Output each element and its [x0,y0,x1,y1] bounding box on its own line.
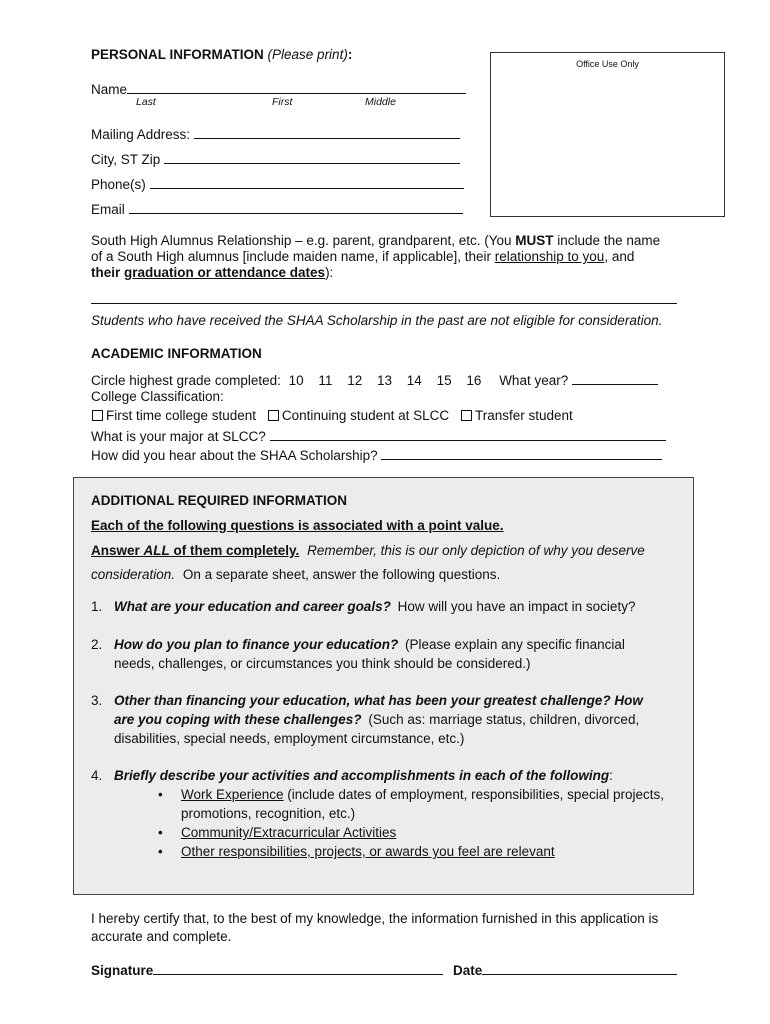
personal-heading [91,47,352,62]
hear-field[interactable] [381,446,662,460]
remember-text: Remember, this is our only depiction of why you deserve [307,543,645,558]
alumnus-text-4: , and [604,249,635,264]
grade-option[interactable]: 10 [288,373,304,388]
hear-row [91,446,662,463]
mailing-label: Mailing Address: [91,127,191,142]
alumnus-text-2: include the name [553,233,661,248]
eligibility-note: Students who have received the SHAA Scholarship in the past are not eligible for consideration. [91,313,663,328]
additional-heading: ADDITIONAL REQUIRED INFORMATION [91,493,347,508]
question-2-line-2: needs, challenges, or circumstances you think should be considered.) [114,656,531,671]
alumnus-must: MUST [515,233,554,248]
question-3-bold-1: Other than financing your education, what has been your greatest challenge? How [114,693,643,708]
alumnus-field[interactable] [91,303,677,304]
question-2-number: 2. [91,637,103,652]
alumnus-text-1: South High Alumnus Relationship – e.g. parent, grandparent, etc. (You [91,233,516,248]
bullet: • [158,825,163,840]
question-3-line-2 [114,712,639,727]
consideration-text: consideration. [91,567,176,582]
alumnus-text-5: ): [325,265,334,280]
question-1-number: 1. [91,599,103,614]
bullet-other: Other responsibilities, projects, or awards you feel are relevant [181,844,555,859]
question-4-colon: : [609,768,613,783]
signature-field[interactable] [153,961,443,975]
alumnus-relationship: relationship to you [494,249,605,264]
major-label: What is your major at SLCC? [91,429,266,444]
hear-label: How did you hear about the SHAA Scholarship? [91,448,378,463]
grade-option[interactable]: 14 [406,373,422,388]
name-field[interactable] [127,80,466,94]
date-label: Date [453,963,483,978]
separate-sheet-text: On a separate sheet, answer the following questions. [182,567,501,582]
first-time-checkbox[interactable] [92,410,103,421]
answer-all-line [91,543,645,558]
classification-row [92,408,573,423]
question-4-number: 4. [91,768,103,783]
grade-option[interactable]: 12 [347,373,363,388]
city-label: City, ST Zip [91,152,161,167]
work-experience-label: Work Experience [181,787,284,802]
question-3-bold-2: are you coping with these challenges? [114,712,362,727]
point-value-note: Each of the following questions is associated with a point value. [91,518,504,533]
city-field[interactable] [164,150,460,164]
grade-option[interactable]: 16 [466,373,482,388]
grade-row [91,371,658,388]
major-field[interactable] [270,427,666,441]
first-time-label: First time college student [106,408,257,423]
personal-heading-text: PERSONAL INFORMATION [91,47,264,62]
signature-row [91,961,677,978]
year-label: What year? [499,373,569,388]
question-3-number: 3. [91,693,103,708]
question-3-rest: (Such as: marriage status, children, divorced, [368,712,640,727]
alumnus-paragraph [91,233,691,281]
name-sub-middle: Middle [365,96,396,108]
email-field[interactable] [129,200,463,214]
question-3-line-3: disabilities, special needs, employment circumstance, etc.) [114,731,465,746]
separate-sheet-line [91,567,500,582]
phone-row [91,175,464,192]
question-2-bold: How do you plan to finance your education? [114,637,399,652]
question-1-bold: What are your education and career goals? [114,599,391,614]
personal-heading-note: (Please print) [267,47,348,62]
email-label: Email [91,202,125,217]
answer-text-b: of them completely. [169,543,300,558]
bullet-work-experience [181,787,664,802]
name-sub-first: First [272,96,293,108]
phone-label: Phone(s) [91,177,146,192]
date-field[interactable] [482,961,677,975]
grade-option[interactable]: 15 [436,373,452,388]
bullet: • [158,787,163,802]
bullet: • [158,844,163,859]
question-2 [114,637,625,652]
name-sub-last: Last [136,96,156,108]
personal-heading-colon: : [347,47,353,62]
email-row [91,200,463,217]
transfer-label: Transfer student [474,408,573,423]
certify-line-2: accurate and complete. [91,929,232,944]
mailing-field[interactable] [194,125,460,139]
continuing-checkbox[interactable] [268,410,279,421]
work-experience-line-2: promotions, recognition, etc.) [181,806,356,821]
question-2-rest: (Please explain any specific financial [405,637,625,652]
name-label: Name [91,82,128,97]
question-1-rest: How will you have an impact in society? [397,599,636,614]
continuing-label: Continuing student at SLCC [281,408,450,423]
alumnus-dates: graduation or attendance dates [124,265,326,280]
grade-label: Circle highest grade completed: [91,373,281,388]
work-experience-rest: (include dates of employment, responsibilities, special projects, [283,787,664,802]
grade-option[interactable]: 13 [377,373,393,388]
grade-option[interactable]: 11 [318,373,333,388]
alumnus-their: their [91,265,125,280]
major-row [91,427,666,444]
office-use-box [490,52,725,217]
year-field[interactable] [572,371,658,385]
name-row [91,80,466,97]
certify-line-1: I hereby certify that, to the best of my knowledge, the information furnished in this application is [91,911,659,926]
answer-all: ALL [143,543,170,558]
mailing-row [91,125,460,142]
phone-field[interactable] [150,175,464,189]
question-1 [114,599,635,614]
office-use-label: Office Use Only [576,59,639,69]
signature-label: Signature [91,963,154,978]
classification-label: College Classification: [91,389,224,404]
bullet-community: Community/Extracurricular Activities [181,825,397,840]
question-4-bold: Briefly describe your activities and accomplishments in each of the following [114,768,610,783]
question-4 [114,768,613,783]
academic-heading: ACADEMIC INFORMATION [91,346,262,361]
answer-text-a: Answer [91,543,144,558]
alumnus-text-3: of a South High alumnus [include maiden name, if applicable], their [91,249,495,264]
city-row [91,150,460,167]
transfer-checkbox[interactable] [461,410,472,421]
